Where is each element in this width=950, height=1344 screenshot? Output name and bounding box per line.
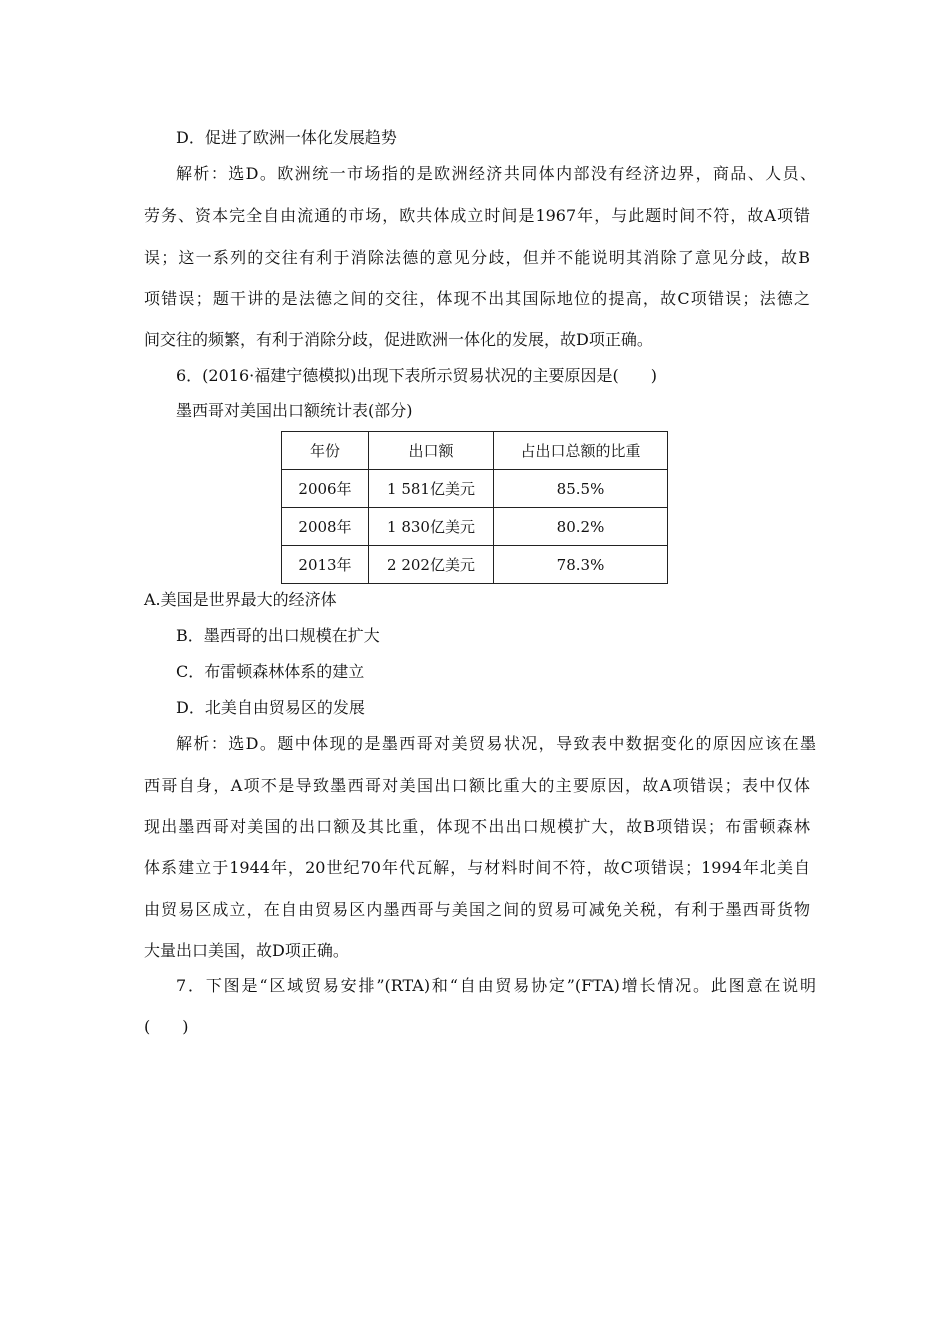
q6-explanation-line-1: 解析：选D。题中体现的是墨西哥对美贸易状况，导致表中数据变化的原因应该在墨	[176, 734, 816, 753]
q6-explanation-line-3: 现出墨西哥对美国的出口额及其比重，体现不出出口规模扩大，故B项错误；布雷顿森林	[144, 817, 810, 836]
table-header-year: 年份	[282, 432, 369, 470]
table-cell-year: 2013年	[282, 546, 369, 584]
q5-option-d: D．促进了欧洲一体化发展趋势	[176, 128, 397, 147]
table-header-row	[282, 432, 668, 470]
table-cell-year: 2006年	[282, 470, 369, 508]
table-row	[282, 508, 668, 546]
q6-explanation-line-6: 大量出口美国，故D项正确。	[144, 941, 349, 960]
q6-option-a: A.美国是世界最大的经济体	[144, 590, 337, 609]
q5-explanation-line-3: 误；这一系列的交往有利于消除法德的意见分歧，但并不能说明其消除了意见分歧，故B	[144, 248, 810, 267]
q6-explanation-line-5: 由贸易区成立，在自由贸易区内墨西哥与美国之间的贸易可减免关税，有利于墨西哥货物	[144, 900, 810, 919]
q5-explanation-line-5: 间交往的频繁，有利于消除分歧，促进欧洲一体化的发展，故D项正确。	[144, 330, 653, 349]
table-header-export: 出口额	[369, 432, 494, 470]
q5-explanation-line-1: 解析：选D。欧洲统一市场指的是欧洲经济共同体内部没有经济边界，商品、人员、	[176, 164, 816, 183]
table-cell-year: 2008年	[282, 508, 369, 546]
q7-stem-line-1: 7．下图是“区域贸易安排”(RTA)和“自由贸易协定”(FTA)增长情况。此图意在说明	[176, 976, 816, 995]
table-cell-export: 2 202亿美元	[369, 546, 494, 584]
table-cell-share: 80.2%	[494, 508, 668, 546]
q6-explanation-line-4: 体系建立于1944年，20世纪70年代瓦解，与材料时间不符，故C项错误；1994年北美自	[144, 858, 810, 877]
table-cell-export: 1 830亿美元	[369, 508, 494, 546]
q6-option-c: C．布雷顿森林体系的建立	[176, 662, 365, 681]
q6-option-b: B．墨西哥的出口规模在扩大	[176, 626, 380, 645]
table-cell-share: 85.5%	[494, 470, 668, 508]
q5-explanation-line-2: 劳务、资本完全自由流通的市场，欧共体成立时间是1967年，与此题时间不符，故A项错	[144, 206, 810, 225]
q6-explanation-line-2: 西哥自身，A项不是导致墨西哥对美国出口额比重大的主要原因，故A项错误；表中仅体	[144, 776, 810, 795]
table-cell-share: 78.3%	[494, 546, 668, 584]
q5-explanation-line-4: 项错误；题干讲的是法德之间的交往，体现不出其国际地位的提高，故C项错误；法德之	[144, 289, 810, 308]
q7-stem-line-2: ( )	[144, 1017, 189, 1036]
q6-stem: 6．(2016·福建宁德模拟)出现下表所示贸易状况的主要原因是( )	[176, 366, 657, 385]
table-header-share: 占出口总额的比重	[494, 432, 668, 470]
table-row	[282, 546, 668, 584]
table-row	[282, 470, 668, 508]
export-table	[281, 431, 668, 584]
q6-table-caption: 墨西哥对美国出口额统计表(部分)	[176, 401, 413, 420]
q6-option-d: D．北美自由贸易区的发展	[176, 698, 365, 717]
table-cell-export: 1 581亿美元	[369, 470, 494, 508]
